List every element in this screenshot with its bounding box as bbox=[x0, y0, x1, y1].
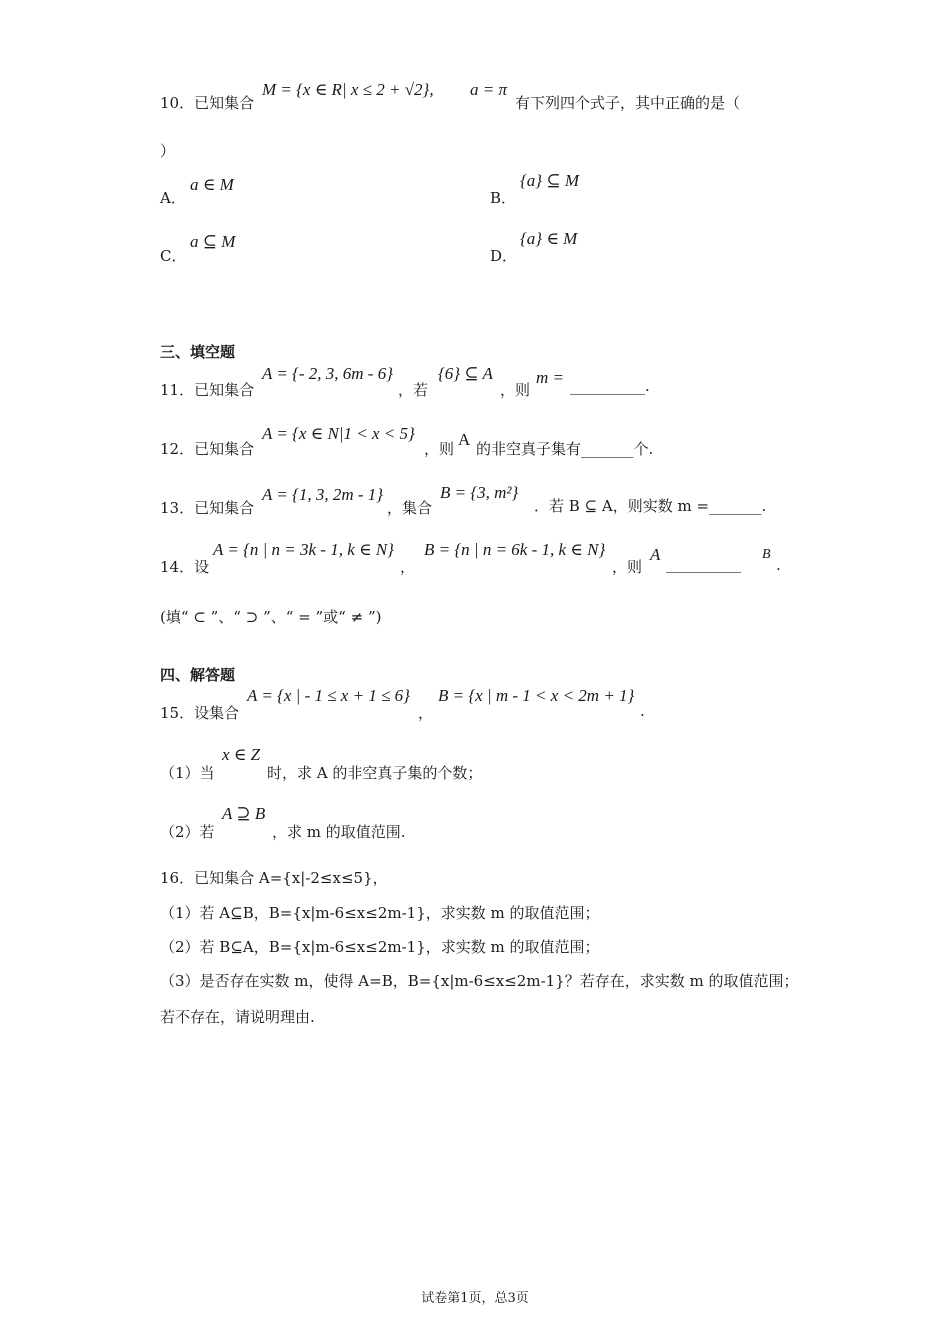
page-footer: 试卷第1页，总3页 bbox=[421, 1291, 529, 1306]
q15-comma: ， bbox=[418, 704, 434, 722]
q13-number: 13．已知集合 bbox=[160, 499, 255, 517]
q15-set-a: A = {x | - 1 ≤ x + 1 ≤ 6} bbox=[247, 686, 410, 705]
q16-part3-continued: 若不存在，请说明理由. bbox=[160, 1008, 315, 1026]
q12-number: 12．已知集合 bbox=[160, 440, 255, 458]
q12-tail: 的非空真子集有_______个. bbox=[476, 440, 654, 458]
q10-option-c-label: C． bbox=[160, 247, 187, 265]
q12-set-a: A = {x ∈ N|1 < x < 5} bbox=[262, 424, 415, 443]
q14-var-a: A bbox=[650, 545, 661, 564]
q16-part1: （1）若 A⊆B，B={x|m-6≤x≤2m-1}，求实数 m 的取值范围； bbox=[160, 904, 600, 922]
q13-set-b: B = {3, m²} bbox=[440, 483, 519, 502]
q14-comma: ， bbox=[400, 558, 416, 576]
q14-period: . bbox=[776, 556, 781, 574]
q11-set-a: A = {- 2, 3, 6m - 6} bbox=[262, 364, 393, 383]
q10-option-b-label: B． bbox=[490, 189, 517, 207]
q16-part2: （2）若 B⊆A，B={x|m-6≤x≤2m-1}，求实数 m 的取值范围； bbox=[160, 938, 600, 956]
q10-option-a: a ∈ M bbox=[190, 175, 234, 194]
q14-blank: __________ bbox=[666, 555, 741, 573]
q10-option-c: a ⊆ M bbox=[190, 232, 236, 251]
q13-mid: ，集合 bbox=[387, 499, 433, 517]
q14-set-b: B = {n | n = 6k - 1, k ∈ N} bbox=[424, 540, 606, 559]
q10-option-d: {a} ∈ M bbox=[520, 229, 578, 248]
q15-period: . bbox=[640, 702, 645, 720]
q10-a-pi: a = π bbox=[470, 80, 507, 99]
q14-then: ，则 bbox=[612, 558, 643, 576]
q10-stem-close: ） bbox=[160, 142, 176, 160]
q12-then: ，则 bbox=[424, 440, 455, 458]
section-fill-in-heading: 三、填空题 bbox=[160, 343, 236, 361]
q15-part1-condition: x ∈ Z bbox=[222, 745, 261, 764]
q10-option-b: {a} ⊆ M bbox=[520, 171, 580, 190]
q14-hint: (填“ ⊂ ”、“ ⊃ ”、“ = ”或“ ≠ ”) bbox=[160, 608, 382, 626]
q13-tail: ．若 B ⊆ A，则实数 m =_______. bbox=[534, 497, 767, 515]
q15-number: 15．设集合 bbox=[160, 704, 240, 722]
q10-set-m: M = {x ∈ R| x ≤ 2 + √2}, bbox=[262, 80, 434, 99]
q11-variable: m = bbox=[536, 368, 564, 387]
q11-then: ，则 bbox=[500, 381, 531, 399]
q15-part1-tail: 时，求 A 的非空真子集的个数； bbox=[267, 764, 483, 782]
section-solution-heading: 四、解答题 bbox=[160, 666, 236, 684]
q12-variable: A bbox=[458, 430, 471, 449]
q16-part3: （3）是否存在实数 m，使得 A=B，B={x|m-6≤x≤2m-1}？若存在，求实数 m 的取值范围； bbox=[160, 972, 799, 990]
q15-part2-tail: ，求 m 的取值范围. bbox=[272, 823, 406, 841]
q13-set-a: A = {1, 3, 2m - 1} bbox=[262, 485, 384, 504]
q14-var-b: B bbox=[762, 547, 771, 562]
q16-stem: 16．已知集合 A={x|-2≤x≤5}， bbox=[160, 869, 388, 887]
q10-option-d-label: D． bbox=[490, 247, 518, 265]
q15-part2-prefix: （2）若 bbox=[160, 823, 215, 841]
q15-part1-prefix: （1）当 bbox=[160, 764, 215, 782]
q15-part2-condition: A ⊇ B bbox=[222, 804, 266, 823]
q15-set-b: B = {x | m - 1 < x < 2m + 1} bbox=[438, 686, 635, 705]
q11-number: 11．已知集合 bbox=[160, 381, 255, 399]
q10-option-a-label: A． bbox=[160, 189, 186, 207]
q14-number: 14．设 bbox=[160, 558, 210, 576]
q11-mid: ，若 bbox=[398, 381, 429, 399]
q14-set-a: A = {n | n = 3k - 1, k ∈ N} bbox=[213, 540, 394, 559]
q11-blank: __________. bbox=[570, 377, 650, 395]
q10-stem-tail: 有下列四个式子，其中正确的是（ bbox=[515, 94, 741, 112]
q10-number: 10．已知集合 bbox=[160, 94, 255, 112]
q11-condition: {6} ⊆ A bbox=[438, 364, 493, 383]
